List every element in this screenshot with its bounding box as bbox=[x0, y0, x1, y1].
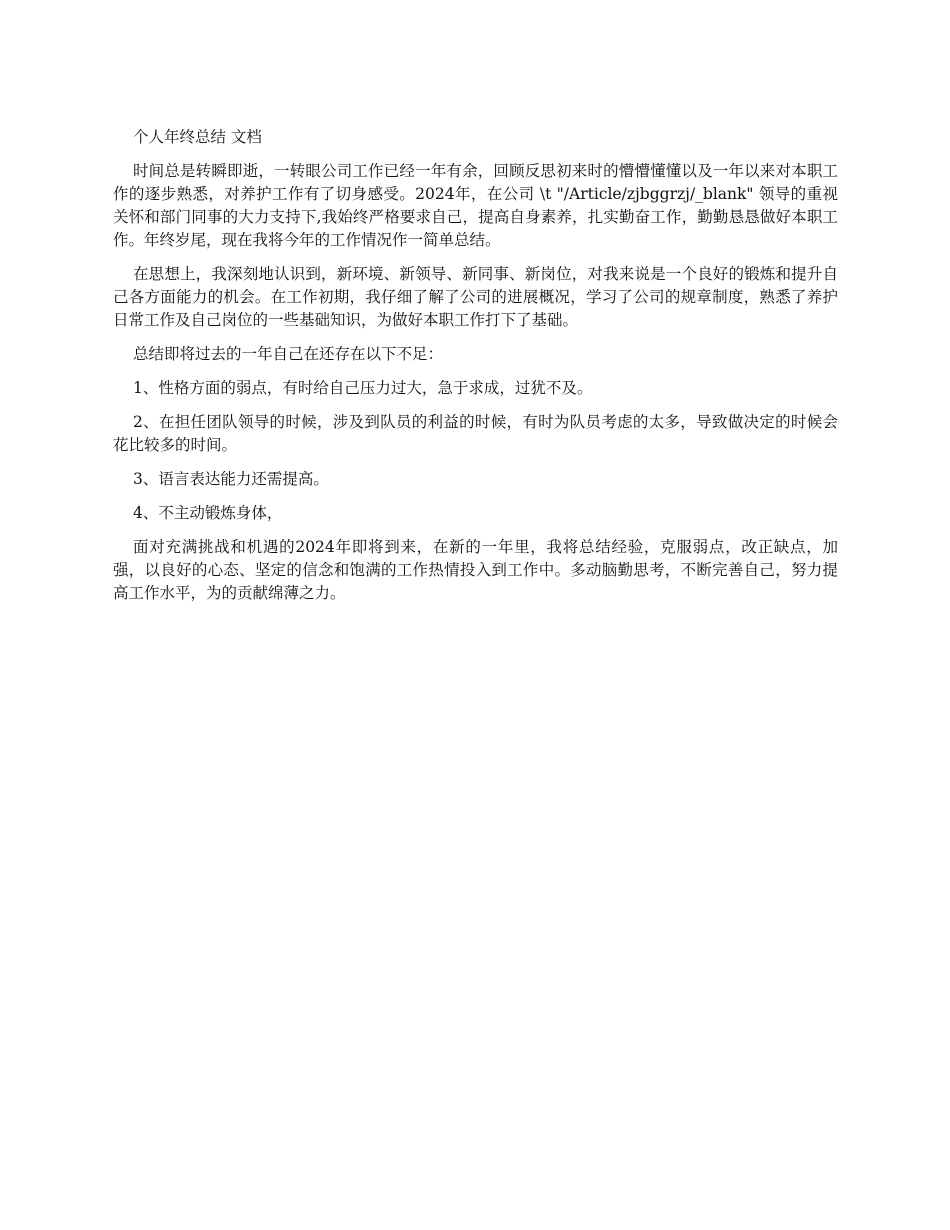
document-title: 个人年终总结 文档 bbox=[133, 128, 262, 146]
paragraph-intro: 时间总是转瞬即逝，一转眼公司工作已经一年有余，回顾反思初来时的懵懵懂懂以及一年以来对本职工作的逐步熟悉，对养护工作有了切身感受。2024年，在公司 \t "/Article/zjbggrzj/_blank" 领导的重视关怀和部门同事的大力支持下,我始终严格要求自己，提高自身素养，扎实勤奋工作，勤勤恳恳做好本职工作。年终岁尾，现在我将今年的工作情况作一简单总结。 bbox=[113, 162, 838, 249]
list-item-shortcoming-3: 3、语言表达能力还需提高。 bbox=[133, 470, 329, 488]
paragraph-thoughts: 在思想上，我深刻地认识到，新环境、新领导、新同事、新岗位，对我来说是一个良好的锻炼和提升自己各方面能力的机会。在工作初期，我仔细了解了公司的进展概况，学习了公司的规章制度，熟悉了养护日常工作及自己岗位的一些基础知识，为做好本职工作打下了基础。 bbox=[113, 265, 838, 329]
paragraph-shortcomings-intro: 总结即将过去的一年自己在还存在以下不足： bbox=[133, 345, 444, 363]
list-item-shortcoming-4: 4、不主动锻炼身体， bbox=[133, 504, 283, 522]
list-item-shortcoming-1: 1、性格方面的弱点，有时给自己压力过大，急于求成，过犹不及。 bbox=[133, 379, 593, 397]
paragraph-outlook: 面对充满挑战和机遇的2024年即将到来，在新的一年里，我将总结经验，克服弱点，改正缺点，加强，以良好的心态、坚定的信念和饱满的工作热情投入到工作中。多动脑勤思考，不断完善自己，努力提高工作水平，为的贡献绵薄之力。 bbox=[113, 538, 838, 602]
list-item-shortcoming-2: 2、在担任团队领导的时候，涉及到队员的利益的时候，有时为队员考虑的太多，导致做决定的时候会花比较多的时间。 bbox=[113, 413, 838, 454]
